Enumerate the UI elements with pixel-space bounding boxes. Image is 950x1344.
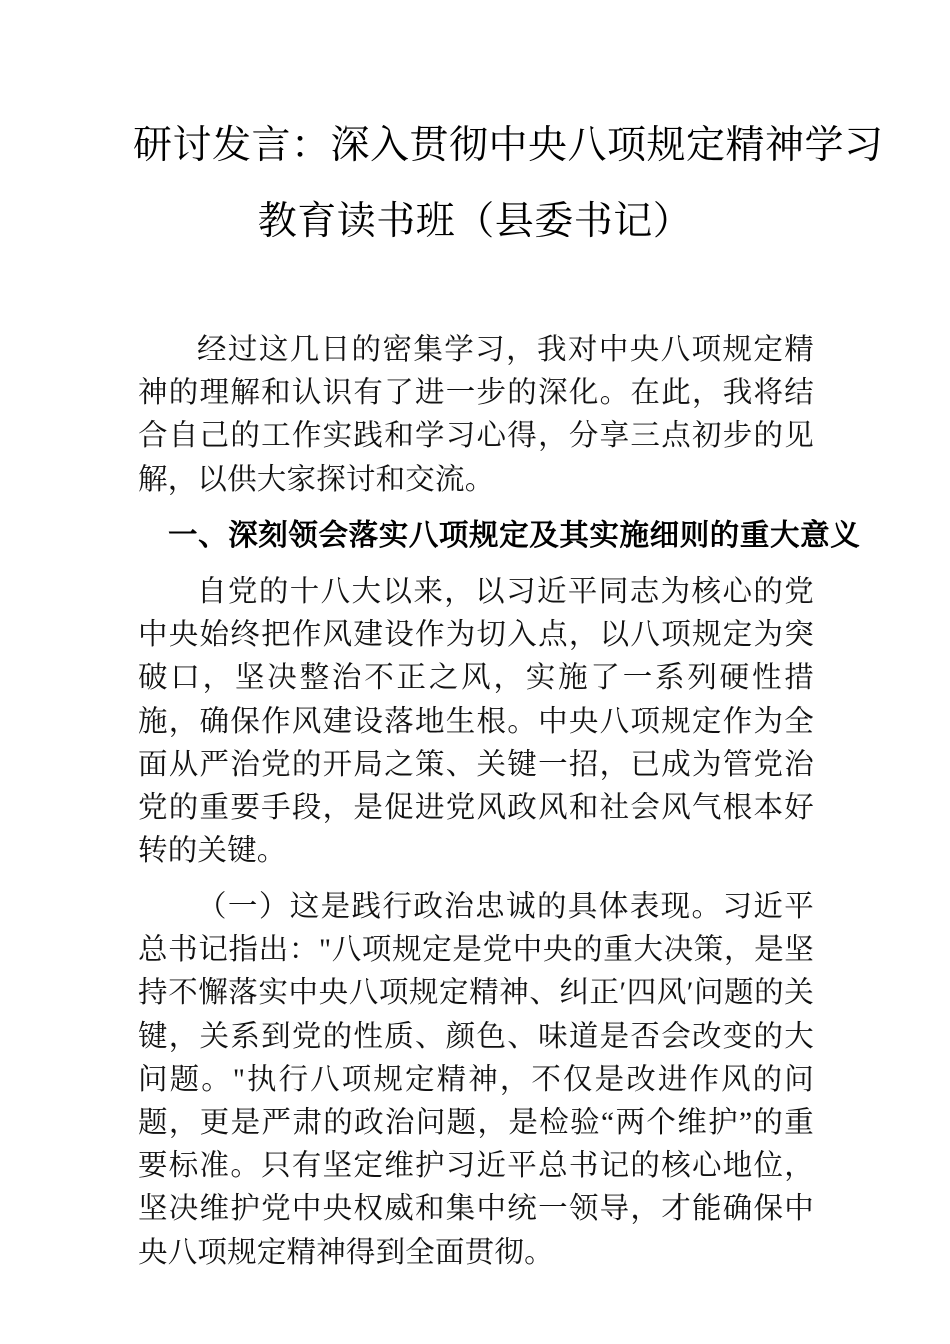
page-title-line-2: 教育读书班（县委书记） bbox=[257, 200, 693, 243]
document-body bbox=[138, 329, 861, 1275]
paragraph-subsection-1: （一）这是践行政治忠诚的具体表现。习近平总书记指出："八项规定是党中央的重大决策，是坚持不懈落实中央八项规定精神、纠正′四风′问题的关键，关系到党的性质、颜色、味道是否会改变的大问题。"执行八项规定精神，不仅是改进作风的问题，更是严肃的政治问题，是检验“两个维护”的重要标准。只有坚定维护习近平总书记的核心地位，坚决维护党中央权威和集中统一领导，才能确保中央八项规定精神得到全面贯彻。 bbox=[138, 890, 814, 1269]
paragraph-section1-body: 自党的十八大以来，以习近平同志为核心的党中央始终把作风建设作为切入点，以八项规定为突破口，坚决整治不正之风，实施了一系列硬性措施，确保作风建设落地生根。中央八项规定作为全面从严治党的开局之策、关键一招，已成为管党治党的重要手段，是促进党风政风和社会风气根本好转的关键。 bbox=[138, 576, 814, 868]
paragraph-intro: 经过这几日的密集学习，我对中央八项规定精神的理解和认识有了进一步的深化。在此，我将结合自己的工作实践和学习心得，分享三点初步的见解，以供大家探讨和交流。 bbox=[138, 334, 814, 496]
page-title-line-1: 研讨发言：深入贯彻中央八项规定精神学习 bbox=[133, 124, 884, 167]
section-heading-1: 一、深刻领会落实八项规定及其实施细则的重大意义 bbox=[168, 519, 861, 552]
page-title bbox=[133, 108, 884, 260]
